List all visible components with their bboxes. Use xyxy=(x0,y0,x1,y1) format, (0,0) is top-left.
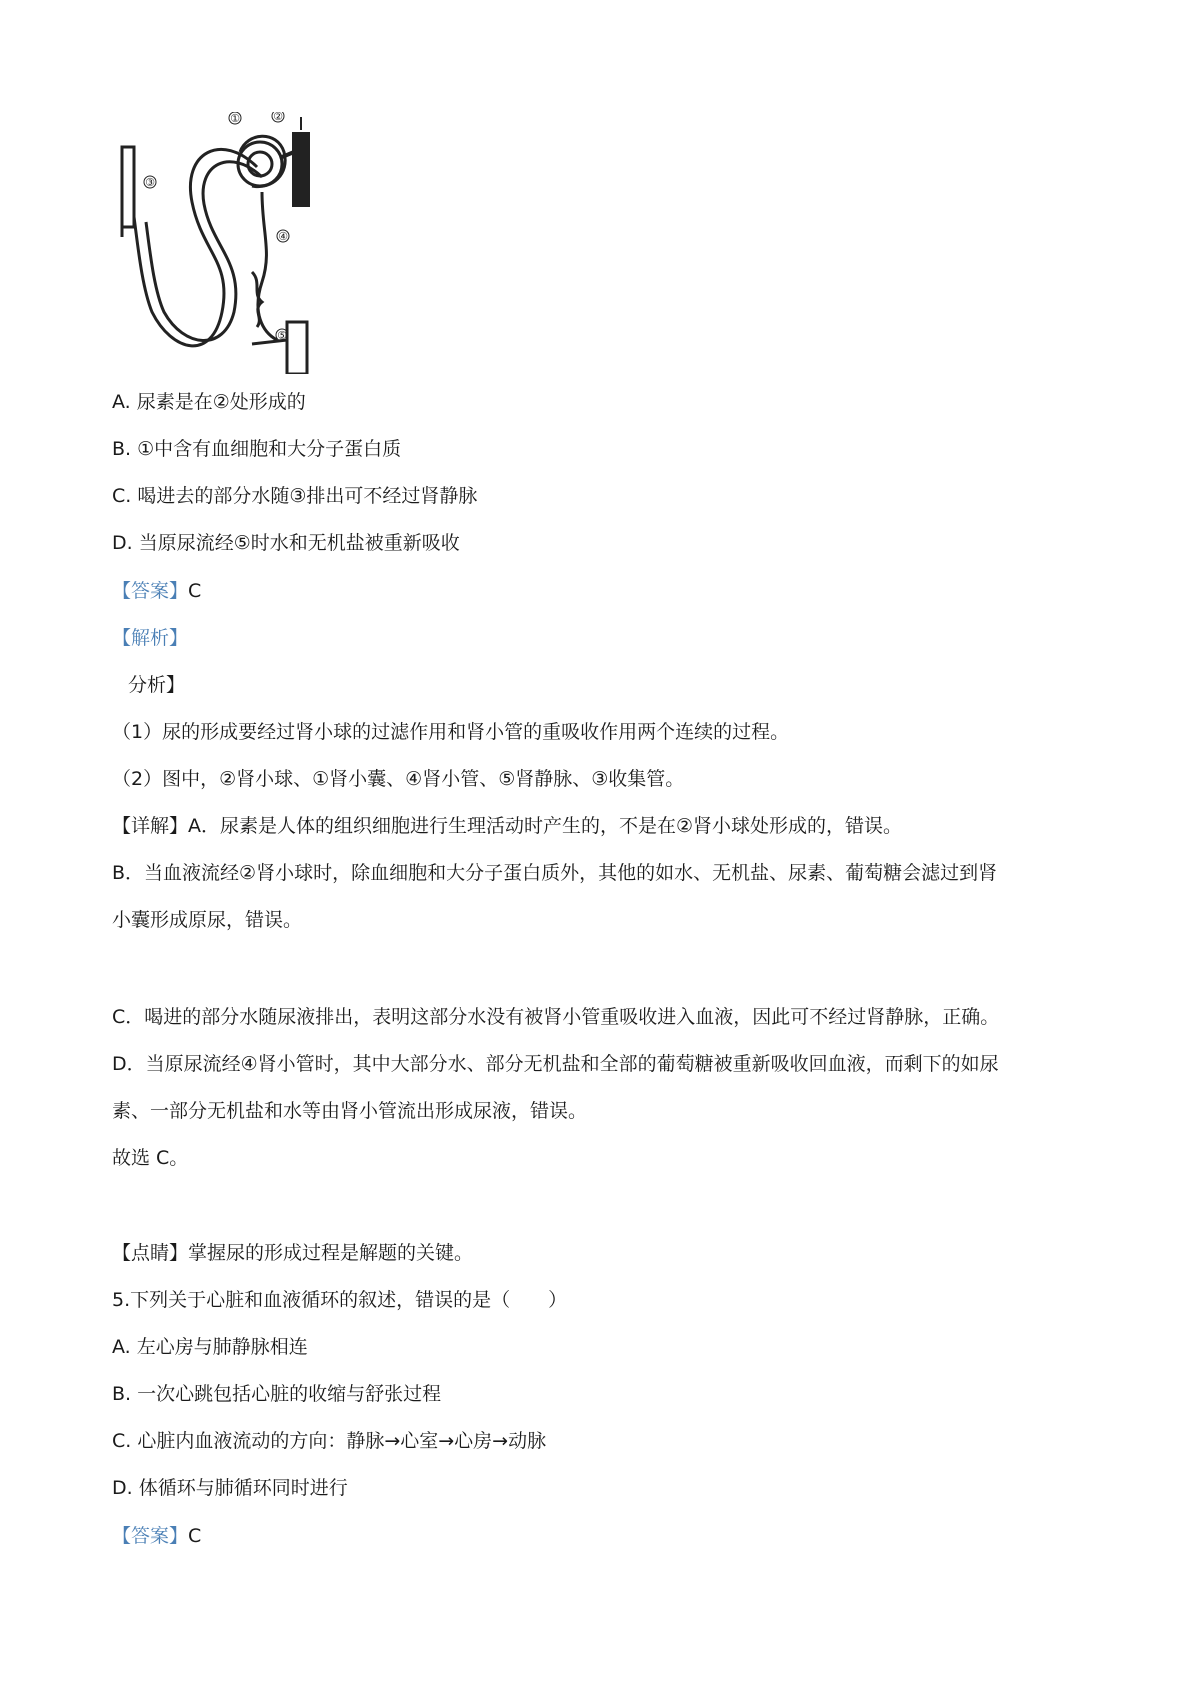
label-1: ① xyxy=(230,112,240,125)
q5-option-a: A. 左心房与肺静脉相连 xyxy=(112,1336,308,1358)
q5-option-b: B. 一次心跳包括心脏的收缩与舒张过程 xyxy=(112,1383,442,1405)
q4-detail-b1: B．当血液流经②肾小球时，除血细胞和大分子蛋白质外，其他的如水、无机盐、尿素、葡萄糖会滤过到肾 xyxy=(112,862,998,884)
q4-option-d: D. 当原尿流经⑤时水和无机盐被重新吸收 xyxy=(112,532,460,554)
q5-option-d: D. 体循环与肺循环同时进行 xyxy=(112,1477,348,1499)
answer-tag: 【答案】 xyxy=(112,580,189,602)
q4-detail-d2: 素、一部分无机盐和水等由肾小管流出形成尿液，错误。 xyxy=(112,1100,588,1122)
q4-option-a: A. 尿素是在②处形成的 xyxy=(112,391,306,413)
q5-stem: 5.下列关于心脏和血液循环的叙述，错误的是（ ） xyxy=(112,1289,568,1311)
answer-value: C xyxy=(188,580,202,602)
q4-analysis-1: （1）尿的形成要经过肾小球的过滤作用和肾小管的重吸收作用两个连续的过程。 xyxy=(112,721,790,743)
label-5: ⑤ xyxy=(277,329,287,342)
label-2: ② xyxy=(273,112,283,123)
q4-analysis-2: （2）图中，②肾小球、①肾小囊、④肾小管、⑤肾静脉、③收集管。 xyxy=(112,768,685,790)
q4-option-b: B. ①中含有血细胞和大分子蛋白质 xyxy=(112,438,402,460)
q4-point: 【点睛】掌握尿的形成过程是解题的关键。 xyxy=(112,1242,474,1264)
q4-analysis-tag: 【解析】 xyxy=(112,627,189,649)
answer-value: C xyxy=(188,1525,202,1547)
q4-detail-a: 【详解】A．尿素是人体的组织细胞进行生理活动时产生的，不是在②肾小球处形成的，错误。 xyxy=(112,815,903,837)
q4-answer xyxy=(112,578,201,604)
q5-option-c: C. 心脏内血液流动的方向：静脉→心室→心房→动脉 xyxy=(112,1430,547,1452)
q4-conclusion: 故选 C。 xyxy=(112,1147,189,1169)
q4-option-c: C. 喝进去的部分水随③排出可不经过肾静脉 xyxy=(112,485,478,507)
q4-detail-d1: D．当原尿流经④肾小管时，其中大部分水、部分无机盐和全部的葡萄糖被重新吸收回血液，而剩下的如尿 xyxy=(112,1053,999,1075)
q4-analysis-head: 分析】 xyxy=(128,674,186,696)
label-4: ④ xyxy=(278,230,288,243)
q5-answer xyxy=(112,1523,201,1549)
nephron-diagram xyxy=(112,112,378,374)
label-3: ③ xyxy=(145,176,155,189)
answer-tag: 【答案】 xyxy=(112,1525,189,1547)
q4-detail-b2: 小囊形成原尿，错误。 xyxy=(112,909,303,931)
q4-detail-c: C．喝进的部分水随尿液排出，表明这部分水没有被肾小管重吸收进入血液，因此可不经过肾静脉，正确。 xyxy=(112,1006,1000,1028)
